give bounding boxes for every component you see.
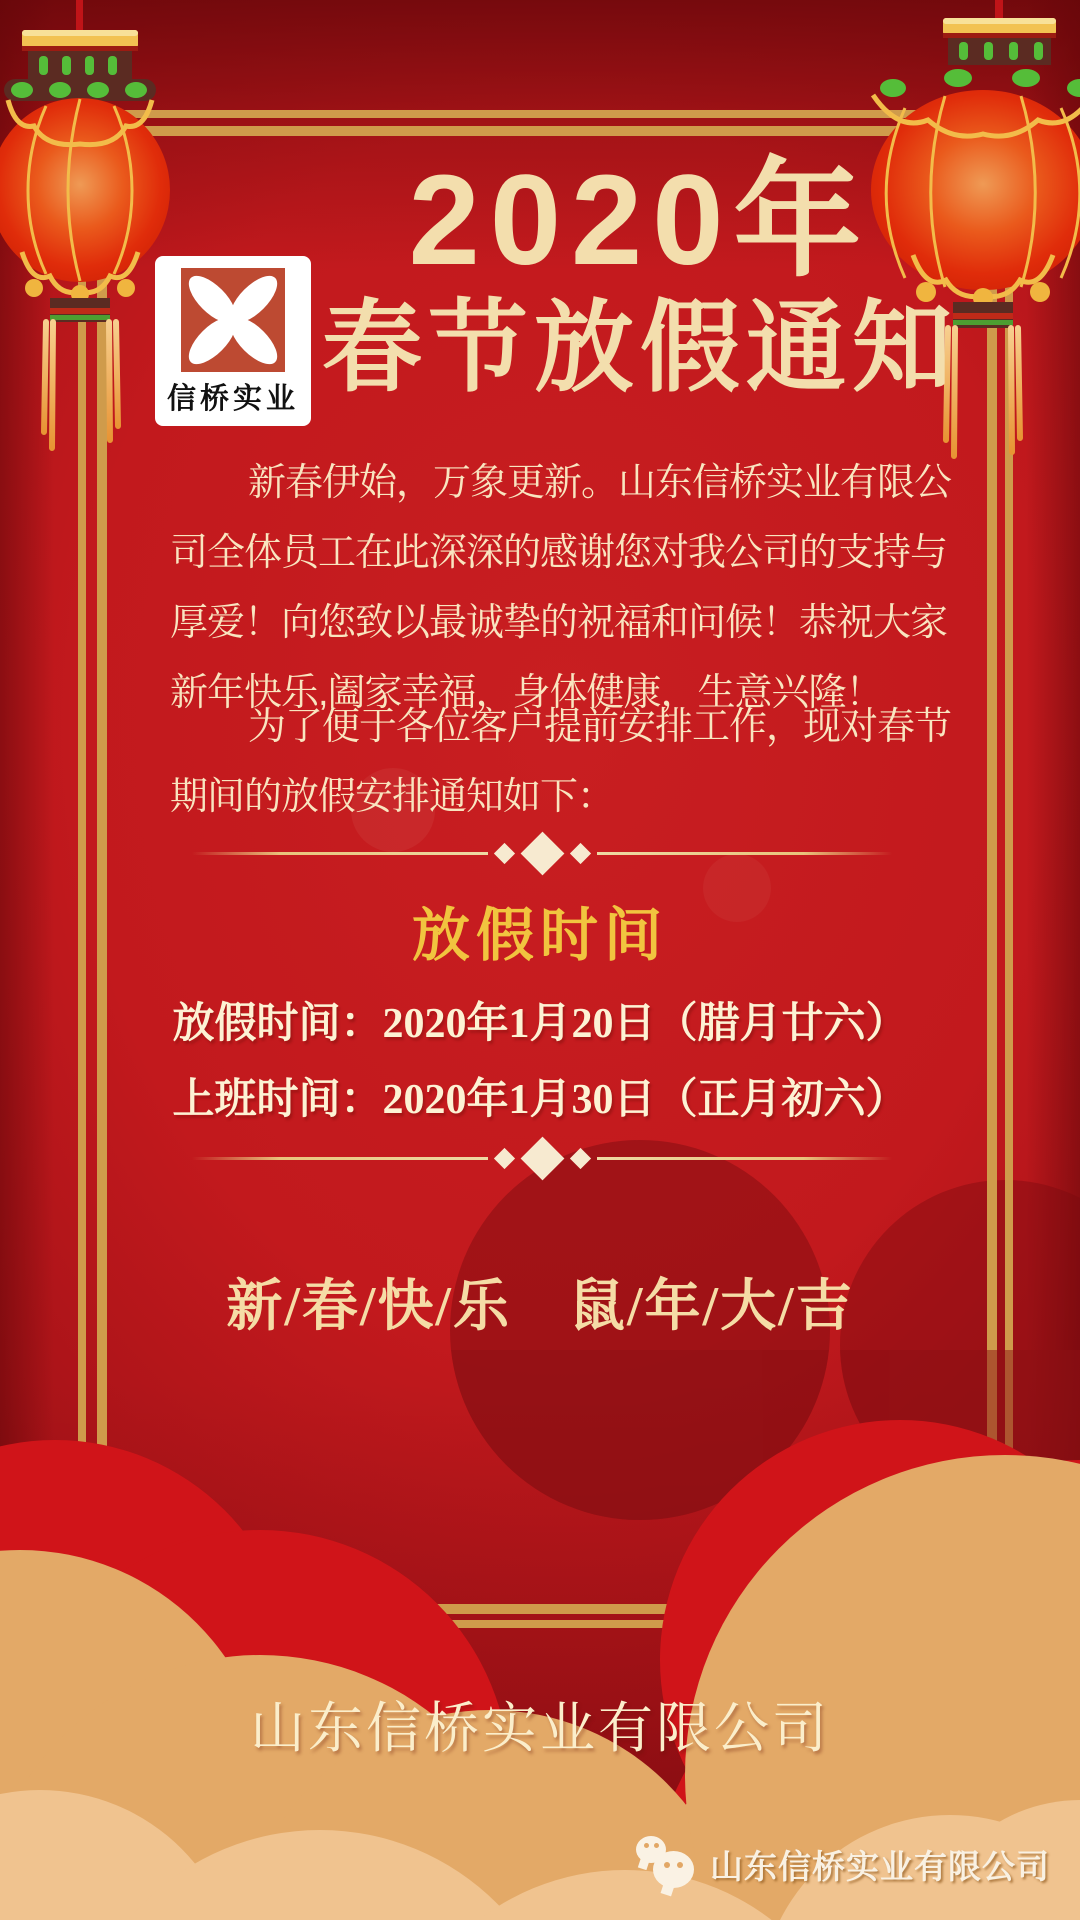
diamond-icon — [569, 1147, 590, 1168]
divider-line — [597, 852, 893, 855]
title-year: 2020年 — [408, 149, 872, 292]
blessing-text: 新/春/快/乐 鼠/年/大/吉 — [226, 1276, 854, 1338]
diamond-icon — [493, 842, 514, 863]
ornamental-divider — [192, 830, 892, 876]
greeting-line: 厚爱！向您致以最诚挚的祝福和问候！恭祝大家 — [170, 602, 948, 644]
footer — [636, 1834, 1050, 1894]
logo-label: 信桥实业 — [166, 383, 299, 415]
company-name: 山东信桥实业有限公司 — [249, 1697, 830, 1759]
notice-line: 为了便于各位客户提前安排工作，现对春节 — [248, 706, 952, 748]
greeting-line: 新年快乐,阖家幸福，身体健康，生意兴隆！ — [170, 672, 883, 714]
diamond-icon — [520, 1136, 564, 1180]
diamond-icon — [493, 1147, 514, 1168]
wechat-icon — [636, 1834, 700, 1894]
title-notice: 春节放假通知 — [322, 291, 958, 404]
divider-line — [597, 1157, 893, 1160]
diamond-icon — [569, 842, 590, 863]
diamond-icon — [520, 831, 564, 875]
divider-line — [192, 852, 488, 855]
holiday-times — [0, 986, 1080, 1138]
ornamental-divider — [192, 1135, 892, 1181]
poster-title — [260, 149, 1020, 404]
footer-company-label: 山东信桥实业有限公司 — [710, 1847, 1050, 1885]
work-resume-line: 上班时间：2020年1月30日（正月初六） — [172, 1077, 908, 1123]
greeting-paragraph — [170, 448, 952, 728]
greeting-line: 新春伊始，万象更新。山东信桥实业有限公 — [248, 462, 952, 504]
greeting-line: 司全体员工在此深深的感谢您对我公司的支持与 — [170, 532, 948, 574]
holiday-start-line: 放假时间：2020年1月20日（腊月廿六） — [172, 1001, 908, 1047]
holiday-section-heading: 放假时间 — [411, 903, 668, 968]
notice-paragraph — [170, 692, 952, 832]
notice-line: 期间的放假安排通知如下： — [170, 776, 615, 818]
divider-line — [192, 1157, 488, 1160]
